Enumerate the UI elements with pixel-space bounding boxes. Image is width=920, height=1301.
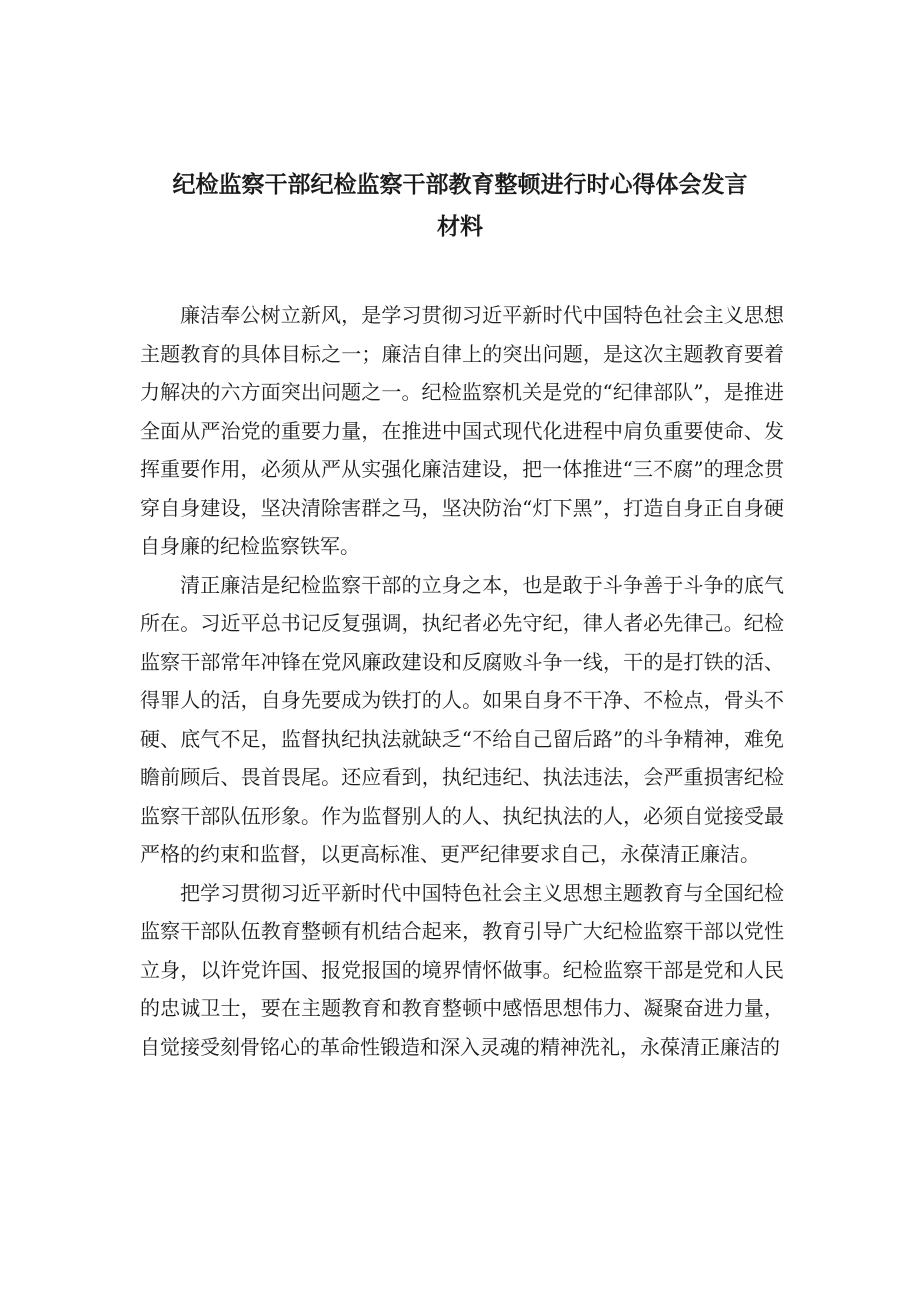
paragraph-2: 清正廉洁是纪检监察干部的立身之本，也是敢于斗争善于斗争的底气所在。习近平总书记反复强调，执纪者必先守纪，律人者必先律己。纪检监察干部常年冲锋在党风廉政建设和反腐败斗争一线，干的是打铁的活、得罪人的活，自身先要成为铁打的人。如果自身不干净、不检点，骨头不硬、底气不足，监督执纪执法就缺乏“不给自己留后路”的斗争精神，难免瞻前顾后、畏首畏尾。还应看到，执纪违纪、执法违法，会严重损害纪检监察干部队伍形象。作为监督别人的人、执纪执法的人，必须自觉接受最严格的约束和监督，以更高标准、更严纪律要求自己，永葆清正廉洁。 — [140, 572, 784, 866]
title-line-2: 材料 — [437, 214, 483, 240]
title-line-1: 纪检监察干部纪检监察干部教育整顿进行时心得体会发言 — [172, 172, 748, 198]
paragraph-1: 廉洁奉公树立新风，是学习贯彻习近平新时代中国特色社会主义思想主题教育的具体目标之一；廉洁自律上的突出问题，是这次主题教育要着力解决的六方面突出问题之一。纪检监察机关是党的“纪律部队”，是推进全面从严治党的重要力量，在推进中国式现代化进程中肩负重要使命、发挥重要作用，必须从严从实强化廉洁建设，把一体推进“三不腐”的理念贯穿自身建设，坚决清除害群之马，坚决防治“灯下黑”，打造自身正自身硬自身廉的纪检监察铁军。 — [140, 303, 784, 558]
page-title — [140, 164, 780, 248]
paragraph-3: 把学习贯彻习近平新时代中国特色社会主义思想主题教育与全国纪检监察干部队伍教育整顿有机结合起来，教育引导广大纪检监察干部以党性立身，以许党许国、报党报国的境界情怀做事。纪检监察干部是党和人民的忠诚卫士，要在主题教育和教育整顿中感悟思想伟力、凝聚奋进力量，自觉接受刻骨铭心的革命性锻造和深入灵魂的精神洗礼，永葆清正廉洁的 — [140, 880, 784, 1059]
document-body — [140, 296, 784, 1066]
